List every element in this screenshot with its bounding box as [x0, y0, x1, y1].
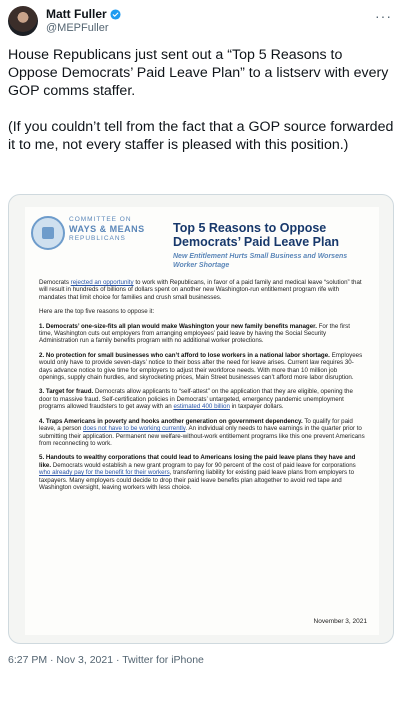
tweet-paragraph: House Republicans just sent out a “Top 5 Reasons to Oppose Democrats’ Paid Leave Plan” to a listserv with every GOP comms staffer. [8, 47, 389, 99]
avatar[interactable] [8, 6, 38, 36]
tweet-text [8, 46, 394, 172]
reason-body: in taxpayer dollars. [229, 403, 284, 411]
reason-lead: 4. Traps Americans in poverty and hooks another generation on government dependency. [39, 417, 303, 425]
document-link: estimated 400 billion [173, 403, 230, 411]
reason-3 [39, 388, 365, 410]
document-subtitle: New Entitlement Hurts Small Business and Worsens Worker Shortage [173, 253, 348, 269]
document-intro [39, 279, 365, 301]
document-link: rejected an opportunity [70, 279, 134, 286]
reason-lead: 5. Handouts to wealthy corporations that could lead to Americans losing the paid leave plans they have and like. [39, 454, 356, 469]
document-date: November 3, 2021 [313, 618, 367, 625]
committee-line: COMMITTEE ON [69, 216, 132, 223]
reason-body: To qualify for paid leave, a person [39, 417, 353, 433]
reason-body: For the first time, Washington cuts out employers from arranging employees’ paid leave by having the Social Security Administration run a family benefits program with no additional worker protections. [39, 322, 350, 345]
text: Democrats [39, 279, 71, 286]
reason-2 [39, 352, 365, 382]
tweet-header [8, 6, 394, 36]
document-link: who already pay for the benefit for their workers [39, 469, 170, 477]
document-body [39, 279, 365, 498]
more-dots-icon[interactable]: ··· [375, 8, 392, 24]
committee-logo-text [69, 216, 145, 242]
reason-1 [39, 323, 365, 345]
reason-lead: 2. No protection for small businesses who can’t afford to lose workers in a national labor shortage. [39, 351, 330, 359]
reason-body: . An individual only needs to have earnings in the quarter prior to submitting their application. Permanent new welfare-without-work entitlement programs like this one prevent Americans from reconnecting to work. [39, 425, 365, 447]
document-link: does not have to be working currently [83, 425, 186, 433]
committee-line: WAYS & MEANS [69, 224, 145, 234]
committee-seal-icon [31, 216, 65, 250]
reason-body: Democrats allow applicants to “self-attest” on the application that they are eligible, opening the door to massive fraud. Self-certification policies in Democrats’ untargeted, emergency pandemic unemployment programs allowed fraudsters to get away with an [39, 388, 353, 411]
verified-badge-icon [110, 9, 121, 20]
document-title: Top 5 Reasons to Oppose Democrats’ Paid Leave Plan [173, 221, 340, 249]
author-name-row [46, 7, 121, 21]
reason-body: Employees would only have to provide seven-days’ notice to their boss after the need for leave arises. Current law requires 30-days advance notice to give time for employers to adjust their workforce needs. With more than 10 million job openings, supply chain hurdles, and skyrocketing prices, Main Street businesses can’t afford more labor disruption. [39, 351, 363, 382]
reason-lead: 3. Target for fraud. [39, 388, 94, 396]
reason-body: , transferring liability for existing paid leave plans from employers to taxpayers. Many employers could decide to drop their paid leave benefits plan altogether to avoid red tape and Washington oversight, leaving workers with less choice. [39, 469, 355, 491]
reason-body: Democrats would establish a new grant program to pay for 90 percent of the cost of paid leave for corporations [51, 461, 356, 469]
tweet-timestamp[interactable]: 6:27 PM · Nov 3, 2021 · Twitter for iPhone [8, 654, 204, 666]
reasons-intro: Here are the top five reasons to oppose it: [39, 308, 155, 316]
committee-line: REPUBLICANS [69, 235, 126, 242]
text: to work with Republicans, in favor of a paid family and medical leave “solution” that will result in hundreds of billions of dollars spent on another new Washington-run entitlement program rife with mandates that limit choice for families and crush small businesses. [39, 279, 362, 301]
press-document [25, 207, 379, 635]
author-name[interactable]: Matt Fuller [46, 7, 107, 21]
reason-lead: 1. Democrats’ one-size-fits all plan would make Washington your new family benefits manager. [39, 322, 317, 330]
reason-4 [39, 418, 365, 448]
tweet-paragraph: (If you couldn’t tell from the fact that a GOP source forwarded it to me, not every staffer is pleased with this position.) [8, 119, 394, 153]
author-handle[interactable]: @MEPFuller [46, 22, 109, 34]
tweet-image[interactable] [8, 194, 394, 644]
reason-5 [39, 454, 365, 491]
